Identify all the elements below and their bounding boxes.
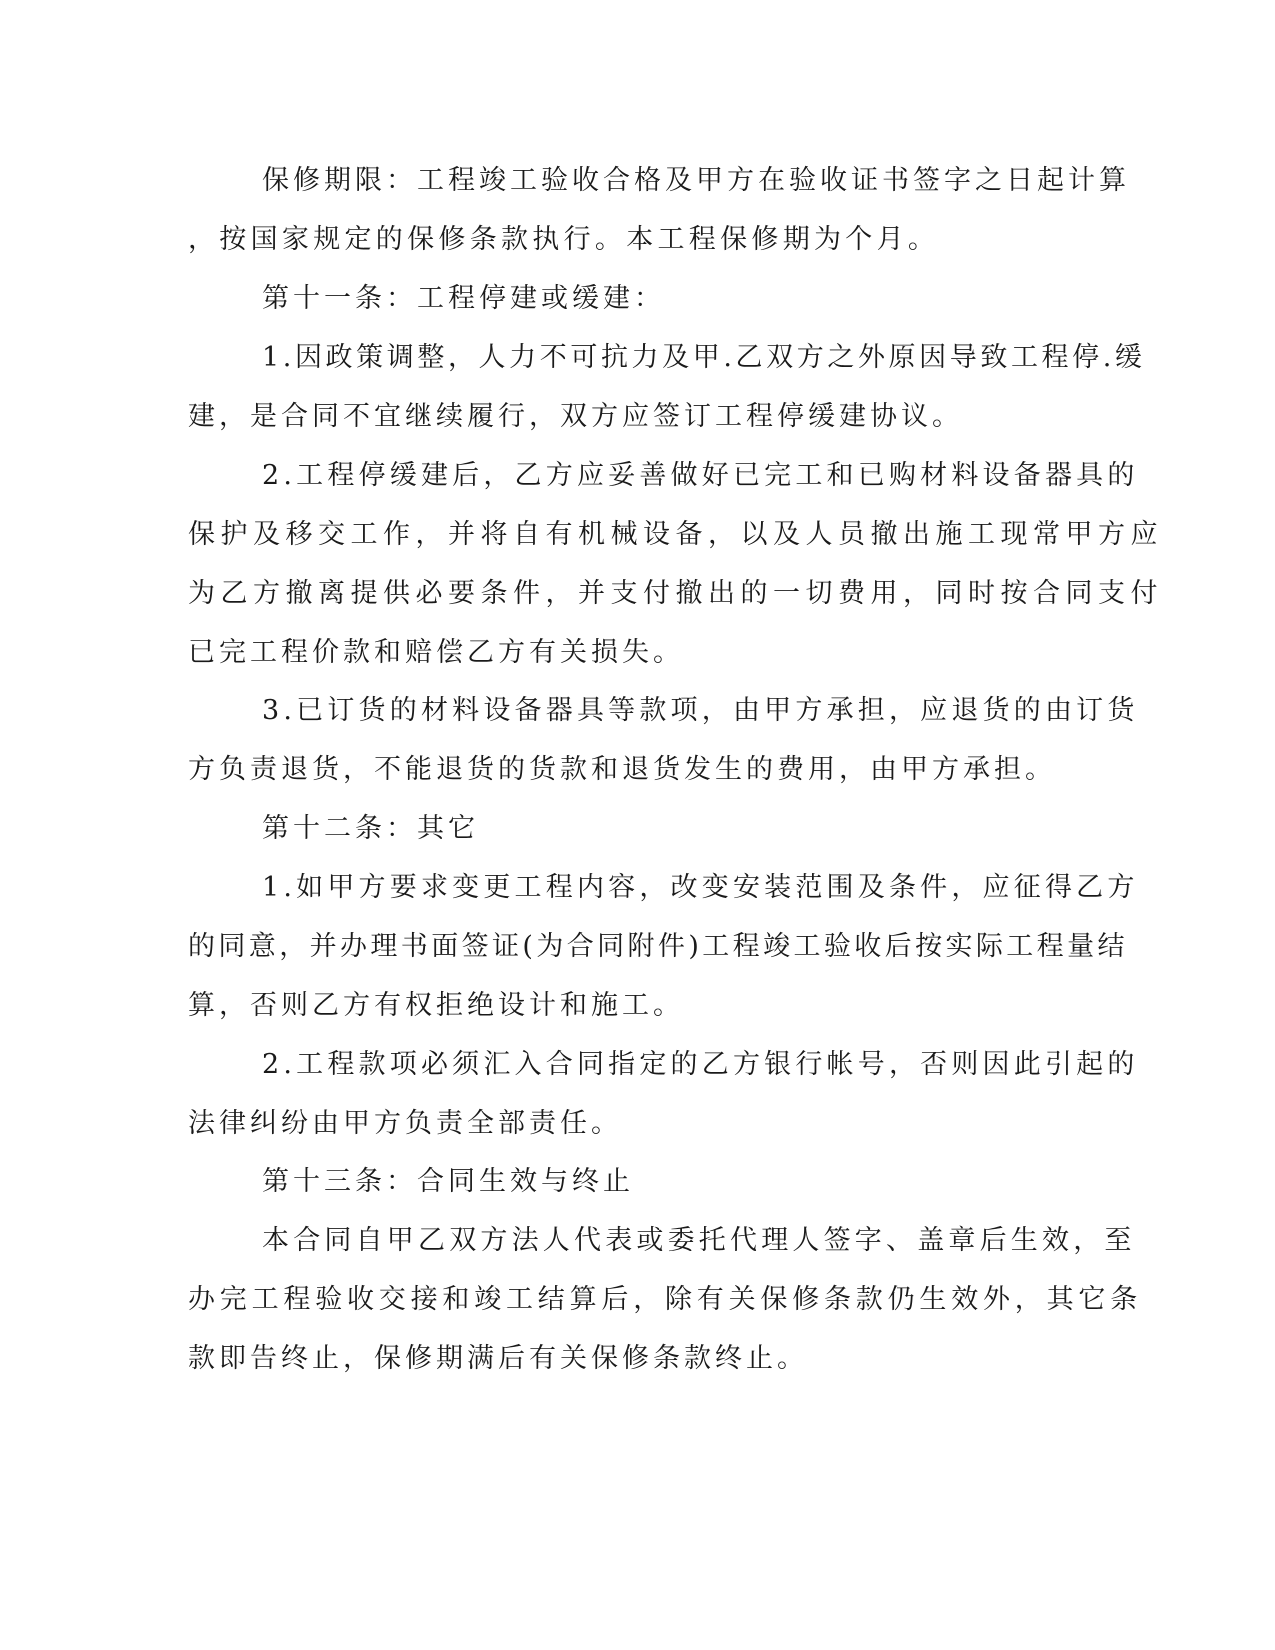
article-heading: 第十一条：工程停建或缓建：	[262, 283, 665, 314]
paragraph-line: 本合同自甲乙双方法人代表或委托代理人签字、盖章后生效，至	[262, 1225, 1136, 1256]
paragraph-line: 建，是合同不宜继续履行，双方应签订工程停缓建协议。	[188, 401, 963, 432]
paragraph-line: 2.工程停缓建后，乙方应妥善做好已完工和已购材料设备器具的	[262, 460, 1139, 491]
paragraph-line: 的同意，并办理书面签证(为合同附件)工程竣工验收后按实际工程量结	[188, 931, 1128, 962]
article-heading: 第十三条：合同生效与终止	[262, 1166, 634, 1197]
paragraph-line: 算，否则乙方有权拒绝设计和施工。	[188, 990, 684, 1021]
paragraph-line: 保护及移交工作，并将自有机械设备，以及人员撤出施工现常甲方应	[188, 519, 1163, 550]
paragraph-line: 1.因政策调整，人力不可抗力及甲.乙双方之外原因导致工程停.缓	[262, 342, 1146, 373]
paragraph-line: ，按国家规定的保修条款执行。本工程保修期为个月。	[188, 224, 940, 255]
paragraph-line: 2.工程款项必须汇入合同指定的乙方银行帐号，否则因此引起的	[262, 1049, 1139, 1080]
paragraph-line: 保修期限：工程竣工验收合格及甲方在验收证书签字之日起计算	[262, 165, 1130, 196]
paragraph-line: 已完工程价款和赔偿乙方有关损失。	[188, 637, 684, 668]
paragraph-line: 为乙方撤离提供必要条件，并支付撤出的一切费用，同时按合同支付	[188, 578, 1163, 609]
paragraph-line: 3.已订货的材料设备器具等款项，由甲方承担，应退货的由订货	[262, 695, 1139, 726]
article-heading: 第十二条：其它	[262, 813, 479, 844]
paragraph-line: 办完工程验收交接和竣工结算后，除有关保修条款仍生效外，其它条	[188, 1284, 1142, 1315]
paragraph-line: 1.如甲方要求变更工程内容，改变安装范围及条件，应征得乙方	[262, 872, 1139, 903]
paragraph-line: 款即告终止，保修期满后有关保修条款终止。	[188, 1343, 808, 1374]
paragraph-line: 法律纠纷由甲方负责全部责任。	[188, 1108, 622, 1139]
paragraph-line: 方负责退货，不能退货的货款和退货发生的费用，由甲方承担。	[188, 754, 1056, 785]
